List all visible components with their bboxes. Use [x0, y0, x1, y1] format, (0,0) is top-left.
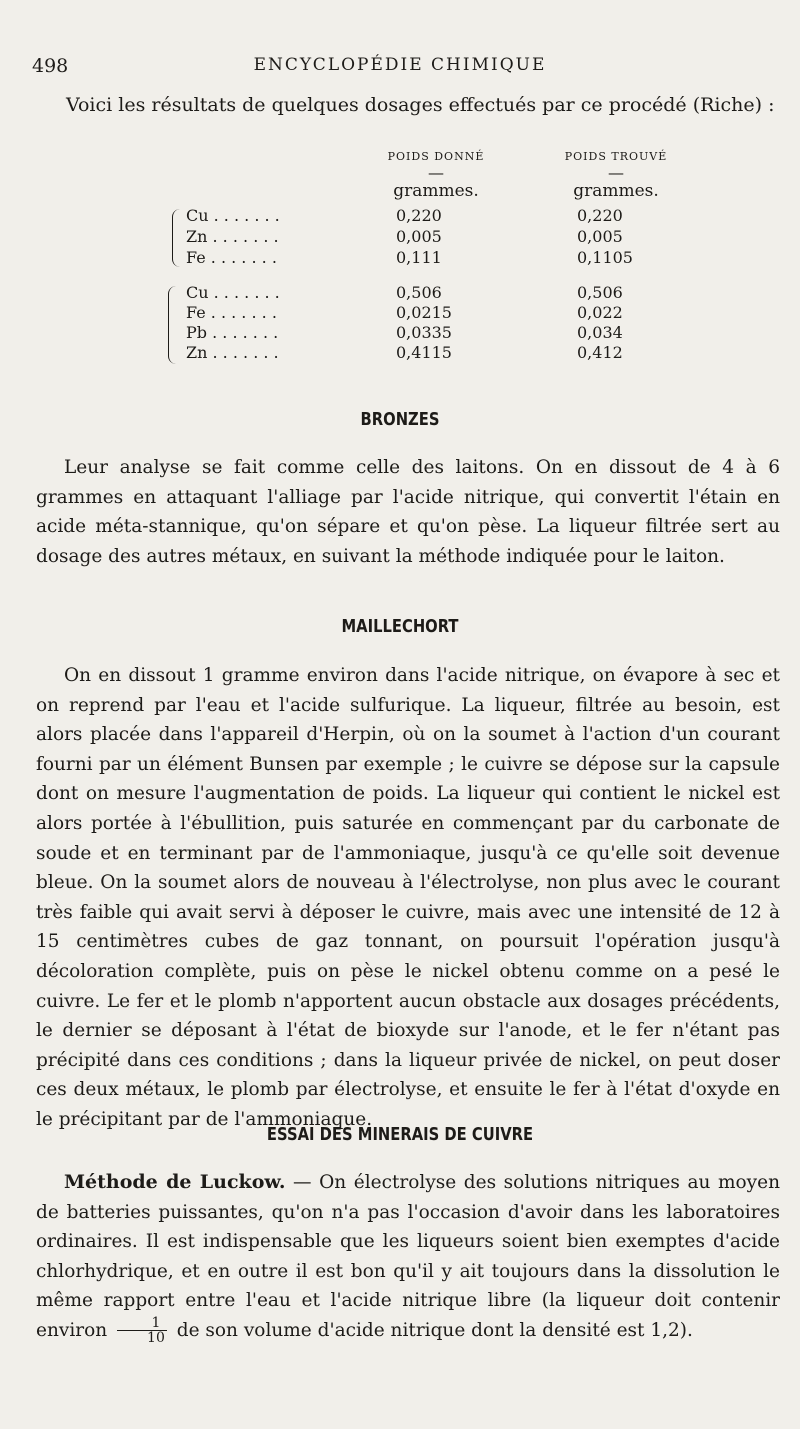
fraction-numerator: 1 — [117, 1316, 167, 1331]
table-row: Fe . . . . . . . 0,111 0,1105 — [186, 248, 633, 267]
section-title-maillechort: MAILLECHORT — [341, 616, 459, 637]
page-number: 498 — [32, 55, 69, 77]
page-header — [32, 55, 768, 85]
essai-text-part-2: de son volume d'acide nitrique dont la densité est 1,2). — [176, 1319, 693, 1341]
essai-text-part-1: — On électrolyse des solutions nitriques au moyen de batteries puissantes, qu'on n'a pas l'occasion d'avoir dans les laboratoires ordinaires. Il est indispensable que les liqueurs soient bien exemptes d'acide chlorhydrique, et en outre il est bon qu'il y ait toujours dans la dissolution le même rapport entre l'eau et l'acide nitrique libre (la liqueur doit contenir environ — [36, 1172, 780, 1341]
section-title-bronzes: BRONZES — [360, 409, 440, 430]
section-title-essai: ESSAI DES MINERAIS DE CUIVRE — [266, 1124, 534, 1145]
table-row: Zn . . . . . . . 0,005 0,005 — [186, 227, 623, 246]
table-row: Fe . . . . . . . 0,0215 0,022 — [186, 303, 623, 322]
paragraph-bronzes: Leur analyse se fait comme celle des laitons. On en dissout de 4 à 6 grammes en attaquant l'alliage par l'acide nitrique, qui convertit l'étain en acide méta-stannique, qu'on sépare et qu'on pèse. La liqueur filtrée sert au dosage des autres métaux, en suivant la méthode indiquée pour le laiton. — [36, 457, 780, 567]
table-row: Pb . . . . . . . 0,0335 0,034 — [186, 323, 623, 342]
table-row: Cu . . . . . . . 0,220 0,220 — [186, 206, 623, 225]
method-name: Méthode de Luckow. — [64, 1171, 286, 1193]
table-row: Cu . . . . . . . 0,506 0,506 — [186, 283, 623, 302]
unit-label-found: grammes. — [573, 181, 659, 201]
fraction-denominator: 10 — [147, 1330, 165, 1347]
running-title: ENCYCLOPÉDIE CHIMIQUE — [253, 55, 547, 75]
unit-label-given: grammes. — [393, 181, 479, 201]
intro-sentence: Voici les résultats de quelques dosages effectués par ce procédé (Riche) : — [66, 94, 775, 116]
column-dash-found: — — [608, 163, 624, 182]
table-row: Zn . . . . . . . 0,4115 0,412 — [186, 343, 623, 362]
column-header-given: POIDS DONNÉ — [387, 150, 485, 163]
fraction — [117, 1316, 167, 1345]
column-dash-given: — — [428, 163, 444, 182]
column-header-found: POIDS TROUVÉ — [564, 150, 668, 163]
paragraph-maillechort: On en dissout 1 gramme environ dans l'acide nitrique, on évapore à sec et on reprend par l'eau et l'acide sulfurique. La liqueur, filtrée au besoin, est alors placée dans l'appareil d'Herpin, où on la soumet à l'action d'un courant fourni par un élément Bunsen par exemple ; le cuivre se dépose sur la capsule dont on mesure l'augmentation de poids. La liqueur qui contient le nickel est alors portée à l'ébullition, puis saturée en commençant par du carbonate de soude et en terminant par de l'ammoniaque, jusqu'à ce qu'elle soit devenue bleue. On la soumet alors de nouveau à l'électrolyse, non plus avec le courant très faible qui avait servi à déposer le cuivre, mais avec une intensité de 12 à 15 centimètres cubes de gaz tonnant, on poursuit l'opération jusqu'à décoloration complète, puis on pèse le nickel obtenu comme on a pesé le cuivre. Le fer et le plomb n'apportent aucun obstacle aux dosages précédents, le dernier se déposant à l'état de bioxyde sur l'anode, et le fer n'étant pas précipité dans ces conditions ; dans la liqueur privée de nickel, on peut doser ces deux métaux, le plomb par électrolyse, et ensuite le fer à l'état d'oxyde en le précipitant par de l'ammoniaque. — [36, 665, 780, 1130]
paragraph-essai — [36, 1168, 780, 1346]
